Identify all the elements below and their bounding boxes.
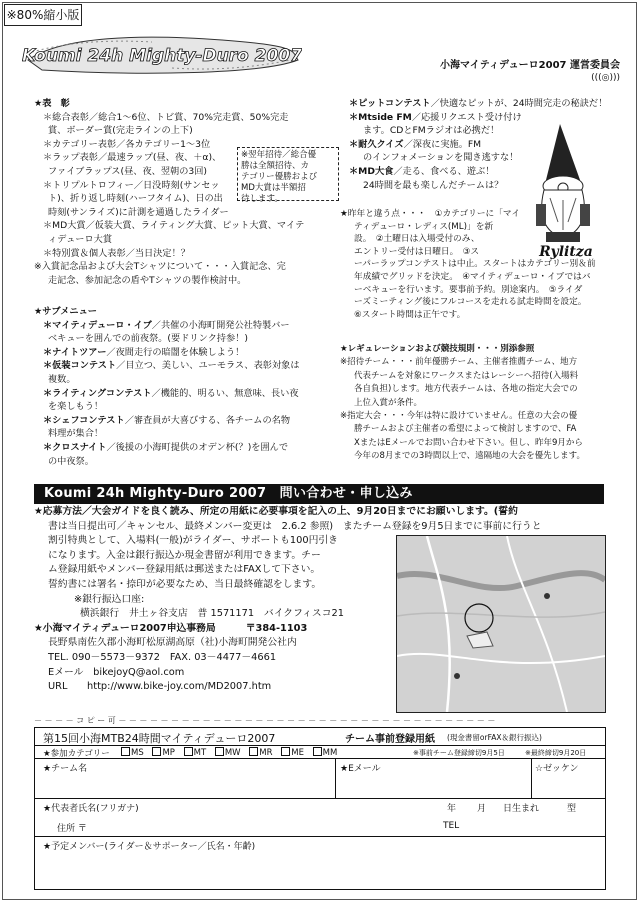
awards-line: ＊トリプルトロフィー／日没時刻(サンセッ bbox=[43, 179, 220, 191]
awards-line: 賞、ボーダー賞(完走ラインの上下) bbox=[48, 125, 193, 137]
changes-line: ーパーラップコンテストは中止。スタートはカテゴリー別＆前 bbox=[354, 259, 596, 270]
apply-line: ム登録用紙やメンバー登録用紙は郵送またはFAXして下さい。 bbox=[48, 564, 321, 576]
changes-line: ーズミーティング後にフルコースを走れる試走時間を設定。 bbox=[354, 297, 587, 308]
awards-line: ＊総合表彰／総合1～6位、トビ賞、70%完走賞、50%完走 bbox=[43, 111, 289, 123]
submenu-item-desc: ／夜間走行の暗闇を体験しよう！ bbox=[106, 346, 245, 358]
category-option: MP bbox=[162, 748, 175, 758]
submenu-item bbox=[34, 455, 344, 469]
side-item-desc: ／応援リクエスト受け付け bbox=[411, 111, 522, 123]
awards-line: ファイブラップス(昼、夜、翌朝の3回) bbox=[48, 165, 208, 177]
changes-line: 年成績でグリッドを決定。 ④マイティデューロ・イブではバ bbox=[354, 271, 591, 282]
submenu-item-desc: の中夜祭。 bbox=[48, 455, 94, 467]
changes-section bbox=[340, 208, 606, 321]
note-line: 勝は全額招待、カ bbox=[241, 161, 310, 171]
form-title-note: (現金書留orFAX＆銀行振込) bbox=[447, 733, 542, 742]
awards-line: ＊MD大賞／仮装大賞、ライティング大賞、ピット大賞、マイテ bbox=[43, 220, 305, 232]
side-item bbox=[349, 97, 608, 111]
apply-line: になります。入金は銀行振込か現金書留が利用できます。チー bbox=[48, 549, 321, 561]
venue-area-map bbox=[396, 535, 606, 713]
submenu-item-name: ＊マイティデューロ・イブ bbox=[43, 319, 152, 331]
submenu-item bbox=[34, 387, 344, 401]
awards-line: ＊特別賞＆個人表彰／当日決定！？ bbox=[43, 247, 190, 259]
form-title-row bbox=[35, 728, 605, 746]
regulation-line: 代表チームを対象にワークスまたはレーシーヘ招待(入場料 bbox=[354, 370, 579, 381]
address-field[interactable]: 住所 〒 bbox=[57, 824, 87, 834]
invitation-note-box bbox=[237, 147, 339, 204]
submenu-section bbox=[34, 305, 344, 468]
office-url[interactable]: URL http://www.bike-joy.com/MD2007.htm bbox=[48, 681, 272, 693]
submenu-item-name: ＊クロスナイト bbox=[43, 441, 107, 453]
category-option: MW bbox=[224, 748, 241, 758]
submenu-item-desc: ／審査員が大喜びする、各チームの名物 bbox=[124, 414, 291, 426]
office-zip: 〒384-1103 bbox=[245, 622, 308, 634]
side-item-desc: 24時間を最も楽しんだチームは？ bbox=[363, 179, 504, 191]
submenu-item-name: ＊ナイトツアー bbox=[43, 346, 107, 358]
submenu-item-desc: ／目立つ、美しい、ユーモラス、表彰対象は bbox=[116, 360, 300, 372]
event-logo bbox=[22, 30, 302, 76]
regulation-heading: ★レギュレーションおよび競技規則・・・別添参照 bbox=[340, 344, 535, 354]
category-option: MT bbox=[193, 748, 207, 758]
category-option: MR bbox=[259, 748, 273, 758]
awards-line: ※入賞記念品および大会Tシャツについて・・・入賞記念、完 bbox=[34, 261, 286, 273]
category-option: ME bbox=[291, 748, 304, 758]
reduced-size-stamp: ※80%縮小版 bbox=[4, 4, 82, 26]
side-item-name: ＊MD大食 bbox=[349, 165, 394, 177]
submenu-item-name: ＊仮装コンテスト bbox=[43, 360, 117, 372]
side-item-desc: ／深夜に実施。FM bbox=[403, 138, 482, 150]
regulation-line: ※招待チーム・・・前年優勝チーム、主催者推薦チーム、地方 bbox=[340, 357, 578, 368]
submenu-item bbox=[34, 319, 344, 333]
blood-type: 型 bbox=[567, 804, 577, 814]
members-field[interactable]: ★予定メンバー(ライダー＆サポーター／氏名・年齢) bbox=[43, 842, 256, 852]
category-option: MS bbox=[131, 748, 144, 758]
regulation-line: 各自負担)します。地方代表チームは、各地の指定大会での bbox=[354, 384, 578, 395]
office-address: 長野県南佐久郡小海町松原湖高原（社)小海町開発公社内 bbox=[48, 637, 297, 649]
bank-heading: ※銀行振込口座: bbox=[74, 593, 145, 605]
category-checkbox[interactable] bbox=[281, 747, 290, 756]
side-item-name: ＊ピットコンテスト bbox=[349, 98, 431, 109]
side-item-desc: ／快適なピットが、24時間完走の秘訣だ！ bbox=[430, 98, 608, 109]
submenu-item bbox=[34, 414, 344, 428]
bank-account: 横浜銀行 井土ヶ谷支店 普 1571171 バイクフィスコ21 bbox=[80, 608, 344, 620]
changes-line: ーベキューを行います。要事前予約。別途案内。 ⑤ライダ bbox=[354, 284, 583, 295]
bib-number-field[interactable]: ☆ゼッケン bbox=[535, 764, 579, 774]
birth-day: 日生まれ bbox=[503, 804, 540, 814]
submenu-item-desc: 料理が集合！ bbox=[48, 428, 104, 440]
category-checkboxes bbox=[115, 747, 337, 758]
awards-line: 時刻(サンライズ)に計測を通過したライダー bbox=[48, 206, 229, 218]
apply-line: 割引特典として、入場料(一般)がライダー、サポートも100円引き bbox=[48, 535, 338, 547]
organizer-name: 小海マイティデューロ2007 運営委員会 bbox=[439, 60, 620, 71]
birth-month: 月 bbox=[477, 804, 487, 814]
category-option: MM bbox=[322, 748, 338, 758]
office-email[interactable]: Eメール bikejoyQ@aol.com bbox=[48, 666, 185, 678]
regulation-line: 今年の8月までの3時間以上で、遠隔地の大会を優先します。 bbox=[354, 451, 585, 462]
apply-line: ★応募方法／大会ガイドを良く読み、所定の用紙に必要事項を記入の上、9月20日までにお願いします。(誓約 bbox=[34, 506, 518, 517]
submenu-item bbox=[34, 346, 344, 360]
submenu-item bbox=[34, 332, 344, 346]
deadline-team: ※事前チーム登録締切9月5日 bbox=[413, 749, 505, 757]
submenu-item-desc: ／機能的、明るい、無意味、長い夜 bbox=[151, 387, 299, 399]
representative-name-field[interactable]: ★代表者氏名(フリガナ) bbox=[43, 804, 139, 814]
awards-line: 走記念、参加記念の盾やTシャツの製作検討中。 bbox=[48, 274, 247, 286]
submenu-item-desc: ／共催の小海町開発公社特製バー bbox=[151, 319, 290, 331]
category-label: ★参加カテゴリー bbox=[43, 749, 110, 759]
awards-line: ィデューロ大賞 bbox=[48, 233, 113, 245]
regulation-line: 上位入賞が条件。 bbox=[354, 397, 423, 408]
logo-text: Koumi 24h Mighty-Duro 2007 bbox=[22, 46, 302, 66]
form-title: 第15回小海MTB24時間マイティデューロ2007 bbox=[43, 732, 276, 745]
submenu-item-desc: を楽しもう！ bbox=[48, 401, 104, 413]
note-line: ※翌年招待／総合優 bbox=[241, 150, 317, 160]
submenu-heading: ★サブメニュー bbox=[34, 306, 97, 317]
side-item-desc: ／走る、食べる、遊ぶ！ bbox=[393, 165, 495, 177]
regulation-line: 勝チームおよび主催者の希望によって検討しますので、FA bbox=[354, 424, 577, 435]
category-checkbox[interactable] bbox=[152, 747, 161, 756]
team-name-field[interactable]: ★チーム名 bbox=[43, 764, 88, 774]
submenu-item bbox=[34, 400, 344, 414]
contact-section-title: Koumi 24h Mighty-Duro 2007 問い合わせ・申し込み bbox=[34, 484, 604, 504]
category-checkbox[interactable] bbox=[313, 747, 322, 756]
copy-ok-cut-line: － － － － コ ピ ー 可 － － － － － － － － － － － － － － － － － － － － － － － － － － － － － － － － － － － － bbox=[34, 716, 496, 725]
dwarf-label: Rylitza bbox=[539, 244, 593, 260]
team-row bbox=[35, 759, 605, 799]
apply-line: 誓約書には署名・捺印が必要なため、当日最終確認をします。 bbox=[48, 578, 322, 590]
office-phone: TEL. 090－5573－9372 FAX. 03－4477－4661 bbox=[48, 651, 277, 663]
deadline-final: ※最終締切9月20日 bbox=[525, 749, 587, 757]
regulation-line: XまたはEメールでお問い合わせ下さい。但し、昨年9月から bbox=[354, 437, 583, 448]
submenu-item-desc: ベキューを囲んでの前夜祭。(要ドリンク持参！) bbox=[48, 333, 248, 345]
submenu-item-name: ＊シェフコンテスト bbox=[43, 414, 125, 426]
side-item-desc: ます。CDとFMラジオは必携だ！ bbox=[363, 125, 500, 137]
members-row bbox=[35, 837, 605, 889]
category-checkbox[interactable] bbox=[121, 747, 130, 756]
submenu-item bbox=[34, 373, 344, 387]
form-title-right: チーム事前登録用紙 bbox=[345, 734, 435, 745]
side-item-name: ＊Mtside FM bbox=[349, 111, 412, 123]
side-item-name: ＊耐久クイズ bbox=[349, 138, 404, 150]
email-field[interactable]: ★Eメール bbox=[340, 764, 381, 774]
awards-line: ＊カテゴリー表彰／各カテゴリー1～3位 bbox=[43, 138, 211, 150]
awards-line: ト)、折り返し時刻(ハーフタイム)、日の出 bbox=[48, 193, 223, 205]
apply-line: 書は当日提出可／キャンセル、最終メンバー変更は 2.6.2 参照) またチーム登録を9月5日までに事前に行うと bbox=[48, 520, 542, 532]
birth-year: 年 bbox=[447, 804, 457, 814]
representative-row bbox=[35, 799, 605, 837]
note-line: 待します。 bbox=[241, 194, 283, 204]
submenu-item bbox=[34, 427, 344, 441]
organizer-mark: (((◎))) bbox=[591, 73, 620, 83]
submenu-item-desc: ／後援の小海町提供のオデン杯(？)を囲んで bbox=[106, 441, 289, 453]
awards-heading: ★表 彰 bbox=[34, 98, 70, 109]
changes-line: ★昨年と違う点・・・ ①カテゴリーに「マイ bbox=[340, 209, 521, 219]
office-name: ★小海マイティデューロ2007申込事務局 bbox=[34, 622, 216, 634]
submenu-item-name: ＊ライティングコンテスト bbox=[43, 387, 152, 399]
submenu-item bbox=[34, 359, 344, 373]
phone-field[interactable]: TEL bbox=[443, 821, 460, 831]
awards-line: ＊ラップ表彰／最速ラップ(昼、夜、＋α)、 bbox=[43, 152, 222, 164]
changes-line: エントリー受付は日曜日。 ③ス bbox=[354, 246, 480, 257]
changes-line: 設。 ②土曜日は入場受付のみ、 bbox=[354, 234, 480, 245]
category-row bbox=[35, 746, 605, 759]
submenu-item bbox=[34, 441, 344, 455]
regulation-line: ※指定大会・・・今年は特に設けていません。任意の大会の優 bbox=[340, 411, 578, 422]
regulation-section bbox=[340, 343, 606, 464]
side-item-desc: のインフォメーションを聞き逃すな！ bbox=[363, 152, 519, 164]
category-checkbox[interactable] bbox=[184, 747, 193, 756]
category-checkbox[interactable] bbox=[249, 747, 258, 756]
submenu-item-desc: 複数。 bbox=[48, 373, 76, 385]
registration-form bbox=[34, 727, 606, 890]
category-checkbox[interactable] bbox=[215, 747, 224, 756]
changes-line: ティデューロ・レディス(ML)」を新 bbox=[354, 221, 494, 232]
note-line: テゴリー優勝および bbox=[241, 172, 318, 182]
changes-line: ⑥スタート時間は正午です。 bbox=[354, 309, 466, 320]
note-line: MD大賞は半額招 bbox=[241, 183, 306, 193]
